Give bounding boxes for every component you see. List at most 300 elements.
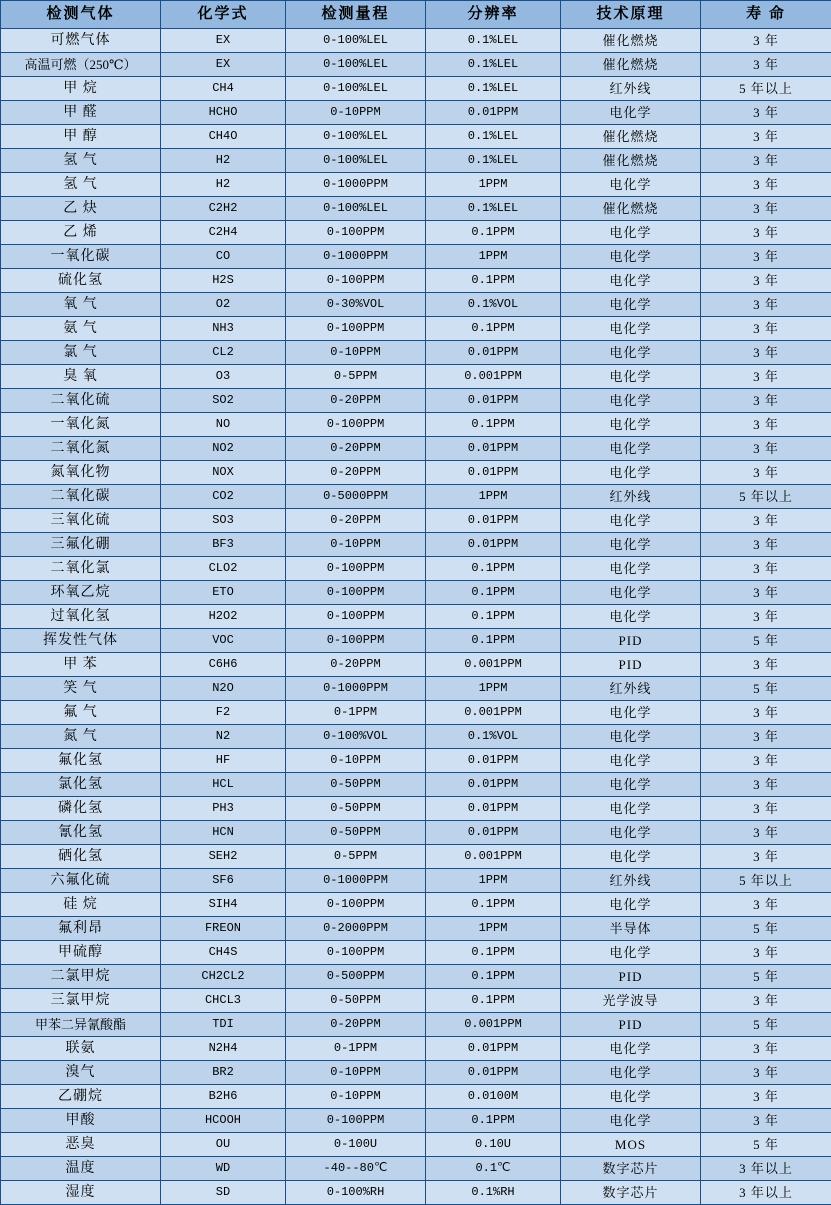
cell-principle: 电化学 <box>561 245 701 269</box>
cell-gas: 挥发性气体 <box>1 629 161 653</box>
cell-formula: HCHO <box>161 101 286 125</box>
cell-resolution: 0.01PPM <box>426 389 561 413</box>
cell-formula: EX <box>161 53 286 77</box>
cell-range: 0-1000PPM <box>286 869 426 893</box>
cell-range: 0-100PPM <box>286 413 426 437</box>
cell-formula: SF6 <box>161 869 286 893</box>
cell-range: 0-20PPM <box>286 653 426 677</box>
table-row <box>1 1109 831 1133</box>
cell-gas: 氟化氢 <box>1 749 161 773</box>
column-header-principle: 技术原理 <box>561 1 701 29</box>
cell-principle: 数字芯片 <box>561 1157 701 1181</box>
cell-range: -40--80℃ <box>286 1157 426 1181</box>
cell-resolution: 0.1PPM <box>426 941 561 965</box>
column-header-resolution: 分辨率 <box>426 1 561 29</box>
cell-range: 0-5000PPM <box>286 485 426 509</box>
cell-gas: 乙硼烷 <box>1 1085 161 1109</box>
cell-resolution: 0.1%LEL <box>426 149 561 173</box>
cell-resolution: 0.01PPM <box>426 533 561 557</box>
table-row <box>1 629 831 653</box>
cell-gas: 甲酸 <box>1 1109 161 1133</box>
cell-range: 0-1000PPM <box>286 677 426 701</box>
cell-resolution: 1PPM <box>426 173 561 197</box>
cell-gas: 联氨 <box>1 1037 161 1061</box>
cell-principle: 半导体 <box>561 917 701 941</box>
cell-formula: SEH2 <box>161 845 286 869</box>
cell-lifespan: 3 年 <box>701 749 831 773</box>
cell-gas: 氨 气 <box>1 317 161 341</box>
cell-lifespan: 3 年 <box>701 725 831 749</box>
cell-principle: 电化学 <box>561 269 701 293</box>
cell-principle: 电化学 <box>561 845 701 869</box>
cell-principle: 光学波导 <box>561 989 701 1013</box>
cell-resolution: 0.01PPM <box>426 509 561 533</box>
table-row <box>1 845 831 869</box>
cell-lifespan: 5 年 <box>701 965 831 989</box>
table-row <box>1 893 831 917</box>
table-row <box>1 101 831 125</box>
cell-resolution: 0.01PPM <box>426 749 561 773</box>
cell-gas: 乙 烯 <box>1 221 161 245</box>
cell-gas: 氯 气 <box>1 341 161 365</box>
cell-lifespan: 3 年 <box>701 821 831 845</box>
cell-principle: 电化学 <box>561 533 701 557</box>
cell-formula: NH3 <box>161 317 286 341</box>
cell-lifespan: 3 年 <box>701 1037 831 1061</box>
cell-lifespan: 3 年 <box>701 197 831 221</box>
cell-formula: CL2 <box>161 341 286 365</box>
cell-resolution: 0.01PPM <box>426 341 561 365</box>
cell-lifespan: 3 年 <box>701 245 831 269</box>
cell-resolution: 0.1PPM <box>426 317 561 341</box>
cell-range: 0-50PPM <box>286 797 426 821</box>
cell-principle: 电化学 <box>561 749 701 773</box>
cell-gas: 氟 气 <box>1 701 161 725</box>
cell-gas: 笑 气 <box>1 677 161 701</box>
cell-resolution: 0.01PPM <box>426 821 561 845</box>
cell-range: 0-100PPM <box>286 1109 426 1133</box>
cell-lifespan: 5 年 <box>701 677 831 701</box>
cell-resolution: 0.1%VOL <box>426 725 561 749</box>
cell-range: 0-20PPM <box>286 509 426 533</box>
cell-range: 0-100PPM <box>286 629 426 653</box>
cell-gas: 氮氧化物 <box>1 461 161 485</box>
cell-principle: 电化学 <box>561 413 701 437</box>
cell-principle: 电化学 <box>561 893 701 917</box>
cell-resolution: 0.01PPM <box>426 101 561 125</box>
cell-principle: 红外线 <box>561 77 701 101</box>
cell-formula: SO3 <box>161 509 286 533</box>
cell-lifespan: 3 年 <box>701 461 831 485</box>
cell-lifespan: 5 年以上 <box>701 485 831 509</box>
cell-formula: NO2 <box>161 437 286 461</box>
cell-resolution: 0.01PPM <box>426 773 561 797</box>
cell-lifespan: 3 年 <box>701 845 831 869</box>
cell-range: 0-10PPM <box>286 1085 426 1109</box>
table-row <box>1 773 831 797</box>
cell-gas: 三氯甲烷 <box>1 989 161 1013</box>
cell-formula: CO2 <box>161 485 286 509</box>
cell-range: 0-10PPM <box>286 1061 426 1085</box>
cell-range: 0-20PPM <box>286 461 426 485</box>
cell-formula: ETO <box>161 581 286 605</box>
cell-gas: 氰化氢 <box>1 821 161 845</box>
cell-gas: 氢 气 <box>1 149 161 173</box>
table-row <box>1 533 831 557</box>
cell-gas: 恶臭 <box>1 1133 161 1157</box>
cell-resolution: 0.001PPM <box>426 365 561 389</box>
cell-principle: 电化学 <box>561 365 701 389</box>
cell-formula: BR2 <box>161 1061 286 1085</box>
cell-formula: H2 <box>161 173 286 197</box>
table-row <box>1 677 831 701</box>
cell-range: 0-1PPM <box>286 1037 426 1061</box>
cell-formula: N2O <box>161 677 286 701</box>
column-header-formula: 化学式 <box>161 1 286 29</box>
table-row <box>1 341 831 365</box>
cell-gas: 氮 气 <box>1 725 161 749</box>
cell-lifespan: 3 年 <box>701 581 831 605</box>
cell-resolution: 0.1PPM <box>426 605 561 629</box>
table-row <box>1 317 831 341</box>
table-row <box>1 509 831 533</box>
cell-principle: 电化学 <box>561 1085 701 1109</box>
cell-principle: PID <box>561 653 701 677</box>
cell-gas: 可燃气体 <box>1 29 161 53</box>
cell-range: 0-50PPM <box>286 989 426 1013</box>
cell-principle: 电化学 <box>561 341 701 365</box>
cell-resolution: 1PPM <box>426 245 561 269</box>
cell-formula: CH4S <box>161 941 286 965</box>
table-row <box>1 557 831 581</box>
cell-resolution: 0.1PPM <box>426 221 561 245</box>
cell-lifespan: 3 年 <box>701 605 831 629</box>
cell-principle: 电化学 <box>561 317 701 341</box>
cell-formula: SIH4 <box>161 893 286 917</box>
cell-range: 0-100%LEL <box>286 29 426 53</box>
cell-range: 0-100PPM <box>286 893 426 917</box>
cell-resolution: 1PPM <box>426 677 561 701</box>
cell-gas: 二氧化氮 <box>1 437 161 461</box>
column-header-gas: 检测气体 <box>1 1 161 29</box>
cell-principle: MOS <box>561 1133 701 1157</box>
table-row <box>1 245 831 269</box>
cell-lifespan: 3 年 <box>701 269 831 293</box>
table-row <box>1 149 831 173</box>
cell-resolution: 0.1%LEL <box>426 53 561 77</box>
cell-formula: CH2CL2 <box>161 965 286 989</box>
cell-gas: 高温可燃（250℃） <box>1 53 161 77</box>
cell-lifespan: 3 年 <box>701 101 831 125</box>
cell-lifespan: 3 年 <box>701 941 831 965</box>
cell-range: 0-5PPM <box>286 365 426 389</box>
cell-resolution: 0.1PPM <box>426 989 561 1013</box>
cell-lifespan: 3 年 <box>701 317 831 341</box>
cell-gas: 三氧化硫 <box>1 509 161 533</box>
cell-range: 0-100%VOL <box>286 725 426 749</box>
cell-lifespan: 3 年 <box>701 773 831 797</box>
cell-resolution: 0.1%LEL <box>426 77 561 101</box>
cell-principle: 电化学 <box>561 173 701 197</box>
cell-gas: 过氧化氢 <box>1 605 161 629</box>
cell-lifespan: 5 年以上 <box>701 77 831 101</box>
table-row <box>1 389 831 413</box>
cell-formula: N2 <box>161 725 286 749</box>
cell-gas: 甲 醛 <box>1 101 161 125</box>
cell-resolution: 0.1%RH <box>426 1181 561 1205</box>
cell-lifespan: 3 年 <box>701 1109 831 1133</box>
cell-principle: 电化学 <box>561 437 701 461</box>
table-row <box>1 221 831 245</box>
table-row <box>1 1061 831 1085</box>
cell-formula: CH4 <box>161 77 286 101</box>
cell-gas: 硫化氢 <box>1 269 161 293</box>
cell-resolution: 0.1PPM <box>426 1109 561 1133</box>
cell-range: 0-100%LEL <box>286 149 426 173</box>
cell-formula: N2H4 <box>161 1037 286 1061</box>
cell-gas: 磷化氢 <box>1 797 161 821</box>
cell-resolution: 0.001PPM <box>426 701 561 725</box>
cell-gas: 二氧化碳 <box>1 485 161 509</box>
cell-gas: 一氧化氮 <box>1 413 161 437</box>
table-row <box>1 749 831 773</box>
cell-resolution: 0.10U <box>426 1133 561 1157</box>
table-row <box>1 197 831 221</box>
cell-principle: 催化燃烧 <box>561 149 701 173</box>
cell-gas: 甲 烷 <box>1 77 161 101</box>
cell-principle: PID <box>561 965 701 989</box>
cell-gas: 氧 气 <box>1 293 161 317</box>
table-row <box>1 1013 831 1037</box>
cell-range: 0-10PPM <box>286 749 426 773</box>
cell-lifespan: 3 年以上 <box>701 1157 831 1181</box>
cell-resolution: 0.1PPM <box>426 413 561 437</box>
table-row <box>1 701 831 725</box>
cell-range: 0-10PPM <box>286 341 426 365</box>
cell-formula: EX <box>161 29 286 53</box>
cell-resolution: 0.1PPM <box>426 557 561 581</box>
cell-resolution: 0.1PPM <box>426 629 561 653</box>
cell-resolution: 0.001PPM <box>426 845 561 869</box>
cell-gas: 二氧化硫 <box>1 389 161 413</box>
cell-principle: 红外线 <box>561 869 701 893</box>
cell-lifespan: 3 年 <box>701 533 831 557</box>
cell-gas: 乙 炔 <box>1 197 161 221</box>
table-row <box>1 581 831 605</box>
cell-range: 0-50PPM <box>286 773 426 797</box>
table-row <box>1 125 831 149</box>
cell-resolution: 0.1PPM <box>426 965 561 989</box>
cell-range: 0-100PPM <box>286 317 426 341</box>
table-row <box>1 1157 831 1181</box>
table-row <box>1 1181 831 1205</box>
table-row <box>1 77 831 101</box>
cell-principle: 电化学 <box>561 557 701 581</box>
cell-formula: CH4O <box>161 125 286 149</box>
cell-lifespan: 3 年 <box>701 1085 831 1109</box>
table-row <box>1 269 831 293</box>
table-row <box>1 605 831 629</box>
cell-range: 0-100%LEL <box>286 125 426 149</box>
cell-lifespan: 3 年 <box>701 341 831 365</box>
cell-formula: O3 <box>161 365 286 389</box>
cell-resolution: 0.1%LEL <box>426 125 561 149</box>
cell-principle: 红外线 <box>561 485 701 509</box>
cell-range: 0-100U <box>286 1133 426 1157</box>
cell-range: 0-10PPM <box>286 101 426 125</box>
table-row <box>1 821 831 845</box>
cell-principle: 催化燃烧 <box>561 125 701 149</box>
cell-gas: 环氧乙烷 <box>1 581 161 605</box>
table-row <box>1 365 831 389</box>
cell-gas: 二氧化氯 <box>1 557 161 581</box>
cell-lifespan: 5 年 <box>701 629 831 653</box>
cell-lifespan: 3 年以上 <box>701 1181 831 1205</box>
table-row <box>1 437 831 461</box>
cell-lifespan: 5 年 <box>701 1133 831 1157</box>
cell-range: 0-100%LEL <box>286 53 426 77</box>
cell-lifespan: 3 年 <box>701 893 831 917</box>
cell-principle: 催化燃烧 <box>561 197 701 221</box>
cell-range: 0-100PPM <box>286 605 426 629</box>
cell-formula: H2S <box>161 269 286 293</box>
cell-formula: VOC <box>161 629 286 653</box>
cell-formula: O2 <box>161 293 286 317</box>
cell-gas: 甲 醇 <box>1 125 161 149</box>
cell-lifespan: 3 年 <box>701 557 831 581</box>
cell-resolution: 0.01PPM <box>426 797 561 821</box>
cell-resolution: 0.1PPM <box>426 893 561 917</box>
cell-gas: 甲苯二异氰酸酯 <box>1 1013 161 1037</box>
cell-formula: CLO2 <box>161 557 286 581</box>
table-row <box>1 869 831 893</box>
cell-formula: HCOOH <box>161 1109 286 1133</box>
table-row <box>1 413 831 437</box>
cell-lifespan: 3 年 <box>701 1061 831 1085</box>
cell-formula: SO2 <box>161 389 286 413</box>
cell-formula: SD <box>161 1181 286 1205</box>
cell-gas: 一氧化碳 <box>1 245 161 269</box>
cell-principle: 催化燃烧 <box>561 53 701 77</box>
cell-resolution: 0.1℃ <box>426 1157 561 1181</box>
cell-gas: 六氟化硫 <box>1 869 161 893</box>
cell-principle: 数字芯片 <box>561 1181 701 1205</box>
table-row <box>1 941 831 965</box>
cell-lifespan: 3 年 <box>701 389 831 413</box>
cell-range: 0-5PPM <box>286 845 426 869</box>
cell-range: 0-100PPM <box>286 941 426 965</box>
cell-gas: 硒化氢 <box>1 845 161 869</box>
cell-gas: 湿度 <box>1 1181 161 1205</box>
cell-formula: H2 <box>161 149 286 173</box>
cell-range: 0-20PPM <box>286 389 426 413</box>
cell-resolution: 0.01PPM <box>426 437 561 461</box>
cell-lifespan: 3 年 <box>701 413 831 437</box>
cell-resolution: 0.0100M <box>426 1085 561 1109</box>
table-header-row <box>1 1 831 29</box>
cell-lifespan: 3 年 <box>701 653 831 677</box>
cell-principle: PID <box>561 629 701 653</box>
table-row <box>1 173 831 197</box>
cell-resolution: 0.1%LEL <box>426 197 561 221</box>
cell-lifespan: 5 年 <box>701 1013 831 1037</box>
cell-range: 0-100PPM <box>286 269 426 293</box>
cell-gas: 溴气 <box>1 1061 161 1085</box>
cell-formula: PH3 <box>161 797 286 821</box>
cell-formula: OU <box>161 1133 286 1157</box>
cell-resolution: 0.01PPM <box>426 1037 561 1061</box>
table-row <box>1 965 831 989</box>
cell-gas: 温度 <box>1 1157 161 1181</box>
cell-gas: 氢 气 <box>1 173 161 197</box>
cell-resolution: 0.001PPM <box>426 1013 561 1037</box>
cell-range: 0-100PPM <box>286 557 426 581</box>
table-row <box>1 485 831 509</box>
cell-range: 0-50PPM <box>286 821 426 845</box>
cell-principle: 催化燃烧 <box>561 29 701 53</box>
cell-formula: F2 <box>161 701 286 725</box>
cell-range: 0-100PPM <box>286 581 426 605</box>
cell-principle: 电化学 <box>561 773 701 797</box>
cell-lifespan: 3 年 <box>701 293 831 317</box>
cell-gas: 三氟化硼 <box>1 533 161 557</box>
cell-range: 0-10PPM <box>286 533 426 557</box>
cell-resolution: 0.1PPM <box>426 269 561 293</box>
cell-formula: FREON <box>161 917 286 941</box>
cell-formula: TDI <box>161 1013 286 1037</box>
cell-lifespan: 5 年 <box>701 917 831 941</box>
cell-principle: 电化学 <box>561 821 701 845</box>
cell-range: 0-1000PPM <box>286 173 426 197</box>
cell-principle: 电化学 <box>561 389 701 413</box>
cell-gas: 甲 苯 <box>1 653 161 677</box>
cell-gas: 甲硫醇 <box>1 941 161 965</box>
cell-lifespan: 3 年 <box>701 701 831 725</box>
table-row <box>1 29 831 53</box>
cell-principle: 电化学 <box>561 581 701 605</box>
cell-formula: CHCL3 <box>161 989 286 1013</box>
cell-lifespan: 3 年 <box>701 221 831 245</box>
cell-resolution: 0.1PPM <box>426 581 561 605</box>
cell-principle: 电化学 <box>561 221 701 245</box>
cell-lifespan: 3 年 <box>701 365 831 389</box>
cell-principle: 电化学 <box>561 725 701 749</box>
cell-range: 0-100%RH <box>286 1181 426 1205</box>
cell-resolution: 1PPM <box>426 485 561 509</box>
table-row <box>1 1133 831 1157</box>
cell-principle: 红外线 <box>561 677 701 701</box>
cell-lifespan: 3 年 <box>701 437 831 461</box>
column-header-lifespan: 寿 命 <box>701 1 831 29</box>
cell-principle: 电化学 <box>561 293 701 317</box>
cell-principle: PID <box>561 1013 701 1037</box>
table-row <box>1 1037 831 1061</box>
table-row <box>1 797 831 821</box>
table-row <box>1 461 831 485</box>
cell-formula: C6H6 <box>161 653 286 677</box>
cell-lifespan: 3 年 <box>701 125 831 149</box>
cell-formula: CO <box>161 245 286 269</box>
column-header-range: 检测量程 <box>286 1 426 29</box>
table-row <box>1 725 831 749</box>
cell-formula: H2O2 <box>161 605 286 629</box>
cell-gas: 臭 氧 <box>1 365 161 389</box>
cell-lifespan: 3 年 <box>701 149 831 173</box>
cell-lifespan: 3 年 <box>701 53 831 77</box>
cell-principle: 电化学 <box>561 1037 701 1061</box>
cell-formula: B2H6 <box>161 1085 286 1109</box>
cell-formula: C2H2 <box>161 197 286 221</box>
